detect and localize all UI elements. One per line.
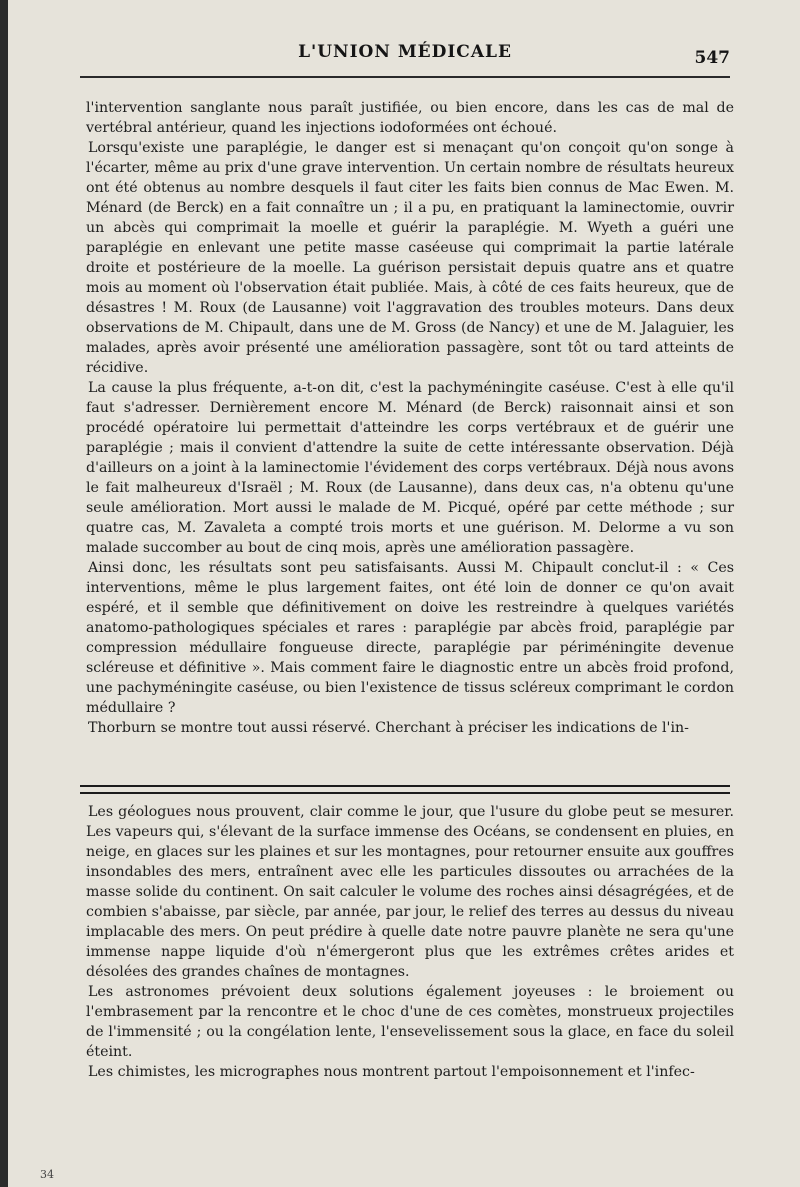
paragraph: Ainsi donc, les résultats sont peu satisfaisants. Aussi M. Chipault conclut-il : « Ces interventions, même le plus largement faites, ont été loin de donner ce qu'on avait espéré, et il semble que définitivement on doive les restreindre à quelques variétés anatomo-pathologiques spéciales et rares : paraplégie par abcès froid, paraplégie par compression médullaire fongueuse directe, paraplégie par périméningite devenue scléreuse et définitive ». Mais comment faire le diagnostic entre un abcès froid profond, une pachyméningite caséuse, ou bien l'existence de tissus scléreux comprimant le cordon médullaire ?	[86, 560, 734, 716]
feuilleton-divider	[80, 785, 730, 794]
page-number: 547	[694, 48, 730, 68]
paragraph: l'intervention sanglante nous paraît justifiée, ou bien encore, dans les cas de mal de vertébral antérieur, quand les injections iodoformées ont échoué.	[86, 100, 734, 136]
paragraph: La cause la plus fréquente, a-t-on dit, c'est la pachyméningite caséuse. C'est à elle qu'il faut s'adresser. Dernièrement encore M. Ménard (de Berck) raisonnait ainsi et son procédé opératoire lui permettait d'atteindre les corps vertébraux et de guérir une paraplégie ; mais il convient d'attendre la suite de cette intéressante observation. Déjà d'ailleurs on a joint à la laminectomie l'évidement des corps vertébraux. Déjà nous avons le fait malheureux d'Israël ; M. Roux (de Lausanne), dans deux cas, n'a obtenu qu'une seule amélioration. Mort aussi le malade de M. Picqué, opéré par cette méthode ; sur quatre cas, M. Zavaleta a compté trois morts et une guérison. M. Delorme a vu son malade succomber au bout de cinq mois, après une amélioration passagère.	[86, 380, 734, 556]
feuilleton-article	[86, 802, 734, 1082]
signature-mark: 34	[40, 1168, 54, 1181]
page-header	[80, 42, 730, 68]
paragraph: Les chimistes, les micrographes nous montrent partout l'empoisonnement et l'infec-	[88, 1064, 695, 1080]
journal-title: L'UNION MÉDICALE	[298, 42, 512, 62]
paragraph: Les astronomes prévoient deux solutions également joyeuses : le broiement ou l'embrasement par la rencontre et le choc d'une de ces comètes, monstrueux projectiles de l'immensité ; ou la congélation lente, l'ensevelissement sous la glace, en face du soleil éteint.	[86, 984, 734, 1060]
main-article	[86, 98, 734, 738]
paragraph: Les géologues nous prouvent, clair comme le jour, que l'usure du globe peut se mesurer. Les vapeurs qui, s'élevant de la surface immense des Océans, se condensent en pluies, en neige, en glaces sur les plaines et sur les montagnes, pour retourner ensuite aux gouffres insondables des mers, entraînent avec elle les particules dissoutes ou arrachées de la masse solide du continent. On sait calculer le volume des roches ainsi désagrégées, et de combien s'abaisse, par siècle, par année, par jour, le relief des terres au dessus du niveau implacable des mers. On peut prédire à quelle date notre pauvre planète ne sera qu'une immense nappe liquide d'où n'émergeront plus que les extrêmes crêtes arides et désolées des grandes chaînes de montagnes.	[86, 804, 734, 980]
header-rule	[80, 76, 730, 78]
paragraph: Thorburn se montre tout aussi réservé. Cherchant à préciser les indications de l'in-	[88, 720, 689, 736]
paragraph: Lorsqu'existe une paraplégie, le danger est si menaçant qu'on conçoit qu'on songe à l'écarter, même au prix d'une grave intervention. Un certain nombre de résultats heureux ont été obtenus au nombre desquels il faut citer les faits bien connus de Mac Ewen. M. Ménard (de Berck) en a fait connaître un ; il a pu, en pratiquant la laminectomie, ouvrir un abcès qui comprimait la moelle et guérir la paraplégie. M. Wyeth a guéri une paraplégie en enlevant une petite masse caséeuse qui comprimait la partie latérale droite et postérieure de la moelle. La guérison persistait depuis quatre ans et quatre mois au moment où l'observation était publiée. Mais, à côté de ces faits heureux, que de désastres ! M. Roux (de Lausanne) voit l'aggravation des troubles moteurs. Dans deux observations de M. Chipault, dans une de M. Gross (de Nancy) et une de M. Jalaguier, les malades, après avoir présenté une amélioration passagère, sont tôt ou tard atteints de récidive.	[86, 140, 734, 376]
scan-edge	[0, 0, 8, 1187]
